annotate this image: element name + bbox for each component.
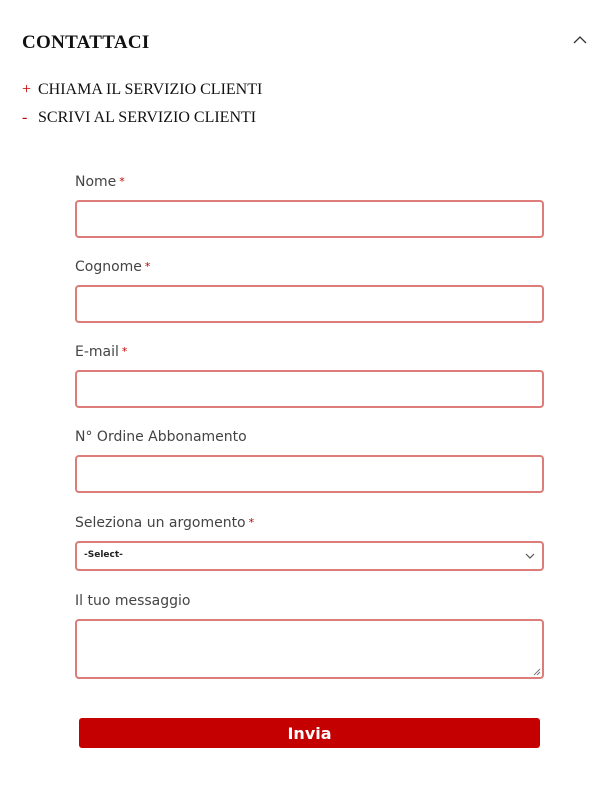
- chevron-up-icon[interactable]: [572, 32, 588, 48]
- cognome-label: [75, 257, 544, 277]
- submit-button[interactable]: Invia: [79, 718, 540, 748]
- messaggio-label-text: Il tuo messaggio: [75, 593, 191, 609]
- nome-label-text: Nome: [75, 174, 117, 190]
- plus-icon: +: [22, 81, 32, 98]
- nome-field-group: [75, 172, 544, 238]
- ordine-label: [75, 427, 544, 447]
- messaggio-wrapper: [75, 619, 544, 679]
- argomento-label: [75, 513, 544, 533]
- cognome-input[interactable]: [75, 285, 544, 323]
- resize-grip-icon[interactable]: [533, 668, 541, 676]
- email-field-group: [75, 342, 544, 408]
- argomento-selected-value: -Select-: [84, 550, 123, 560]
- messaggio-field-group: [75, 591, 544, 679]
- ordine-input[interactable]: [75, 455, 544, 493]
- ordine-label-text: N° Ordine Abbonamento: [75, 429, 247, 445]
- required-marker: *: [144, 260, 151, 273]
- write-customer-service-link[interactable]: [22, 104, 262, 132]
- minus-icon: -: [22, 109, 28, 126]
- email-label-text: E-mail: [75, 344, 119, 360]
- contact-header: [22, 28, 592, 56]
- argomento-select[interactable]: [75, 541, 544, 571]
- chevron-down-icon: [525, 551, 535, 561]
- contact-links: [22, 76, 262, 132]
- nome-input[interactable]: [75, 200, 544, 238]
- argomento-label-text: Seleziona un argomento: [75, 515, 246, 531]
- cognome-field-group: [75, 257, 544, 323]
- call-customer-service-label: CHIAMA IL SERVIZIO CLIENTI: [38, 81, 263, 98]
- email-input[interactable]: [75, 370, 544, 408]
- required-marker: *: [248, 516, 255, 529]
- write-customer-service-label: SCRIVI AL SERVIZIO CLIENTI: [38, 109, 257, 126]
- page-title: CONTATTACI: [22, 32, 150, 53]
- messaggio-label: [75, 591, 544, 611]
- required-marker: *: [121, 345, 128, 358]
- email-label: [75, 342, 544, 362]
- cognome-label-text: Cognome: [75, 259, 142, 275]
- argomento-field-group: [75, 513, 544, 571]
- nome-label: [75, 172, 544, 192]
- messaggio-textarea[interactable]: [75, 619, 544, 679]
- ordine-field-group: [75, 427, 544, 493]
- call-customer-service-link[interactable]: [22, 76, 262, 104]
- required-marker: *: [119, 175, 125, 188]
